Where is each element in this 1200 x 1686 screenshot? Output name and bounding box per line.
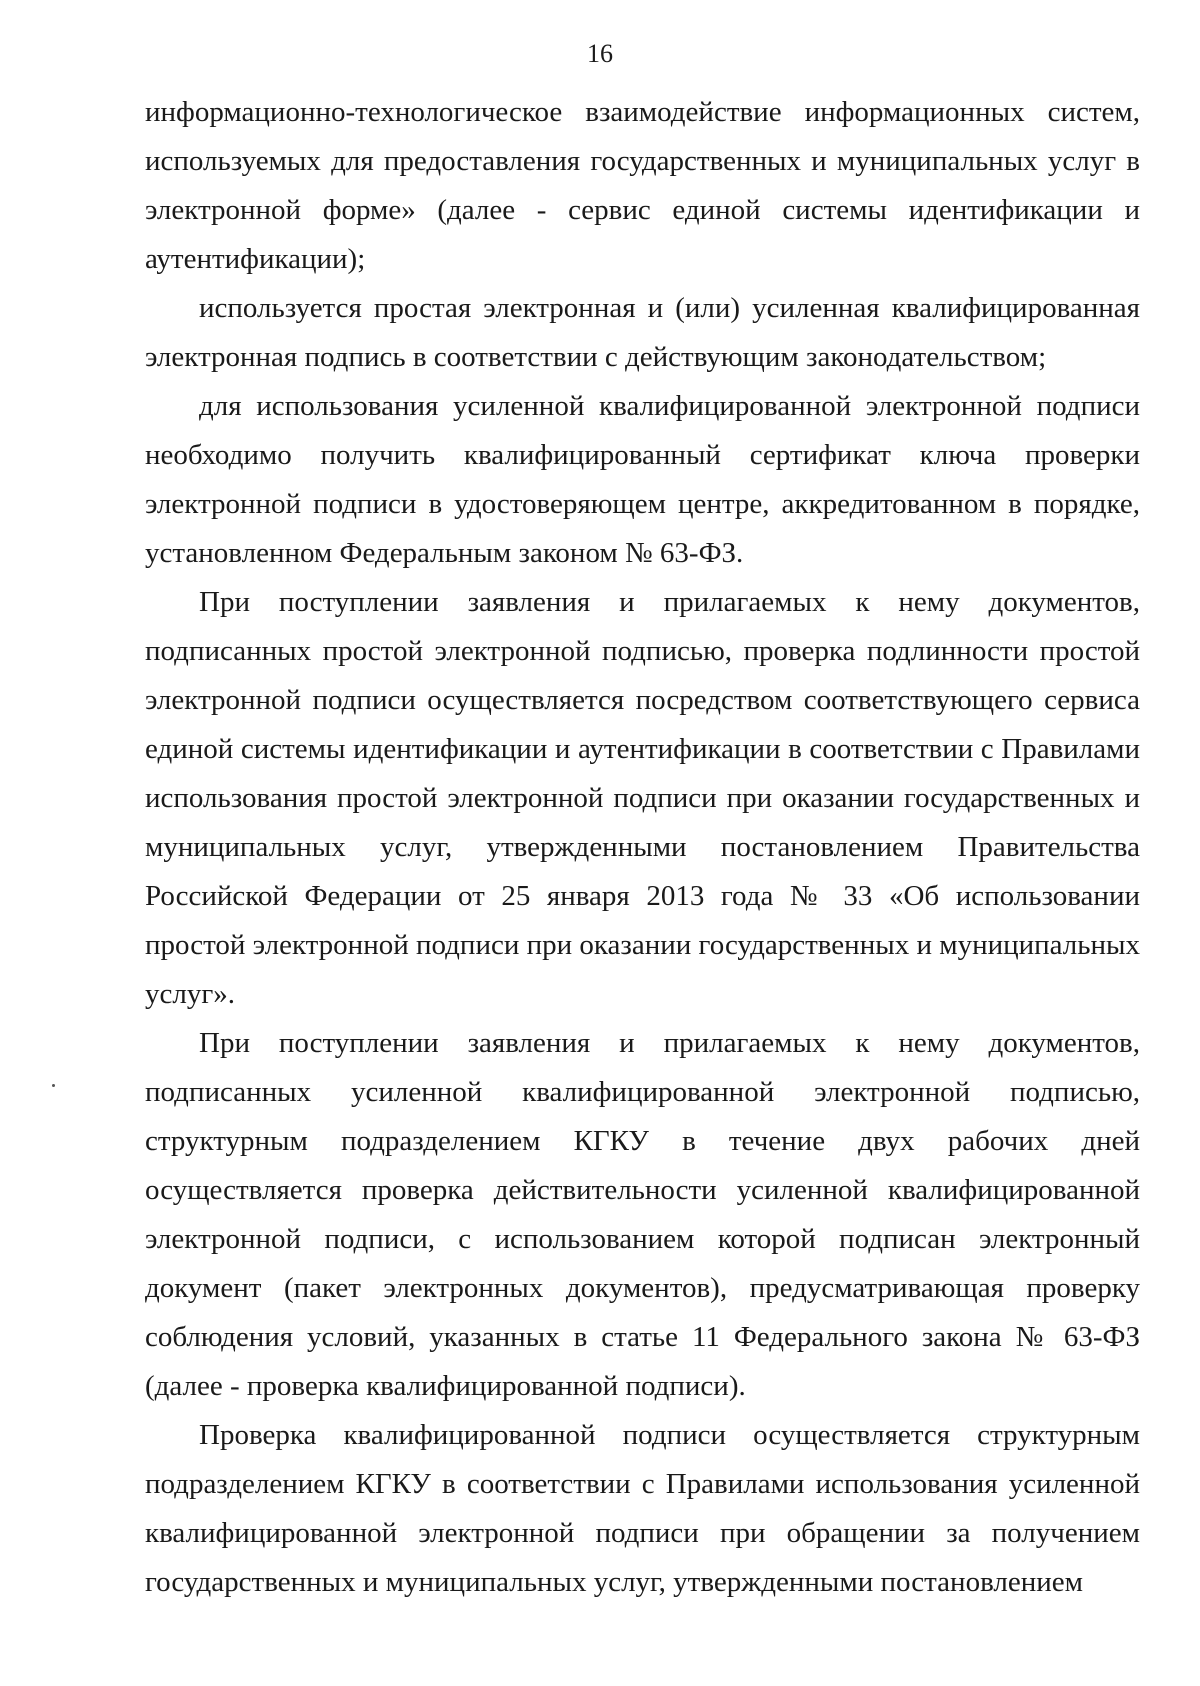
paragraph-signature-type: используется простая электронная и (или) усиленная квалифицированная электронная подпись в соответствии с действующим законодательством;: [145, 292, 1140, 373]
scan-artifact-dot: [52, 1084, 55, 1087]
paragraph-qualified-certificate: для использования усиленной квалифицированной электронной подписи необходимо получить квалифицированный сертификат ключа проверки электронной подписи в удостоверяющем центре, аккредитованном в порядке, установленном Федеральным законом № 63-ФЗ.: [145, 390, 1140, 569]
paragraph-qualified-check-rules: Проверка квалифицированной подписи осуществляется структурным подразделением КГКУ в соответствии с Правилами использования усиленной квалифицированной электронной подписи при обращении за получением государственных и муниципальных услуг, утвержденными постановлением: [145, 1419, 1140, 1598]
paragraph-simple-signature-check: При поступлении заявления и прилагаемых к нему документов, подписанных простой электронной подписью, проверка подлинности простой электронной подписи осуществляется посредством соответствующего сервиса единой системы идентификации и аутентификации в соответствии с Правилами использования простой электронной подписи при оказании государственных и муниципальных услуг, утвержденными постановлением Правительства Российской Федерации от 25 января 2013 года № 33 «Об использовании простой электронной подписи при оказании государственных и муниципальных услуг».: [145, 586, 1140, 1010]
paragraph-esia-definition: информационно-технологическое взаимодействие информационных систем, используемых для предоставления государственных и муниципальных услуг в электронной форме» (далее - сервис единой системы идентификации и аутентификации);: [145, 96, 1140, 275]
document-body: [145, 88, 1140, 1607]
paragraph-qualified-signature-check: При поступлении заявления и прилагаемых к нему документов, подписанных усиленной квалифицированной электронной подписью, структурным подразделением КГКУ в течение двух рабочих дней осуществляется проверка действительности усиленной квалифицированной электронной подписи, с использованием которой подписан электронный документ (пакет электронных документов), предусматривающая проверку соблюдения условий, указанных в статье 11 Федерального закона № 63-ФЗ (далее - проверка квалифицированной подписи).: [145, 1027, 1140, 1402]
page-number: 16: [587, 39, 613, 68]
